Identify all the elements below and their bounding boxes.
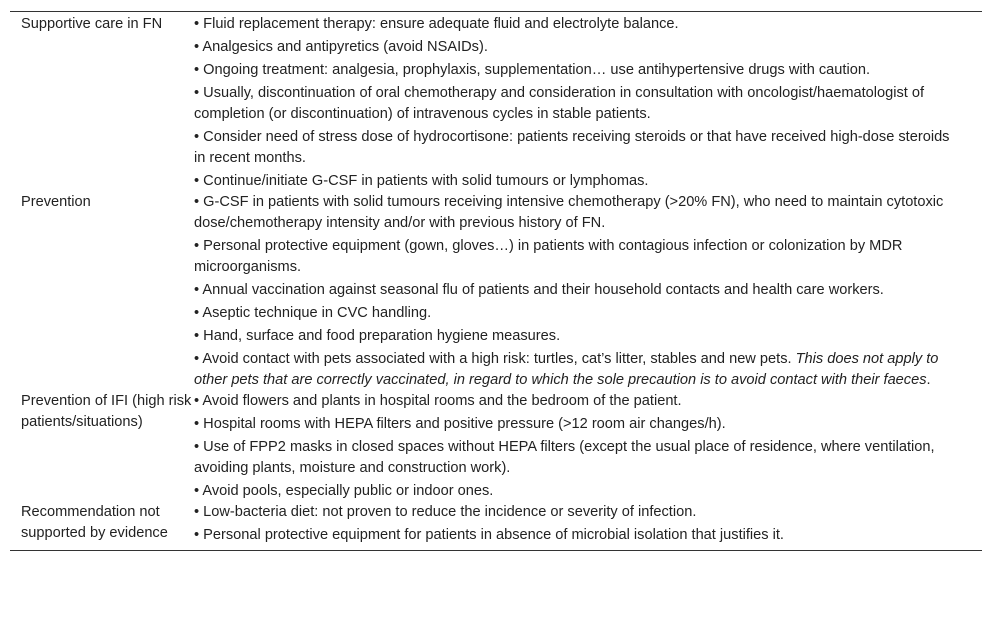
row-label: Prevention	[21, 194, 91, 210]
bullet-italic-text: This does not apply to other pets that are correctly vaccinated, in regard to which the sole precaution is to avoid contact with their faeces	[194, 351, 939, 388]
row-label: Supportive care in FN	[21, 16, 163, 32]
row-content	[194, 14, 982, 192]
bullet-item: • Annual vaccination against seasonal flu of patients and their household contacts and health care workers.	[194, 282, 884, 298]
row-content	[194, 192, 982, 391]
bullet-item: • Analgesics and antipyretics (avoid NSAIDs).	[194, 39, 488, 55]
recommendations-table	[10, 11, 982, 551]
bullet-item: • Fluid replacement therapy: ensure adequate fluid and electrolyte balance.	[194, 16, 679, 32]
bullet-item: • G-CSF in patients with solid tumours receiving intensive chemotherapy (>20% FN), who need to maintain cytotoxic dose/chemotherapy intensity and/or with previous history of FN.	[194, 194, 944, 231]
bullet-item: • Aseptic technique in CVC handling.	[194, 305, 432, 321]
table-row	[10, 192, 982, 391]
bullet-item: • Avoid pools, especially public or indoor ones.	[194, 483, 494, 499]
bullet-item: • Continue/initiate G-CSF in patients with solid tumours or lymphomas.	[194, 173, 649, 189]
table-row	[10, 14, 982, 192]
bullet-item: • Personal protective equipment for patients in absence of microbial isolation that justifies it.	[194, 527, 784, 543]
bullet-text: • Avoid contact with pets associated with a high risk: turtles, cat’s litter, stables and new pets.	[194, 351, 796, 367]
bullet-item: • Hospital rooms with HEPA filters and positive pressure (>12 room air changes/h).	[194, 416, 726, 432]
table-body	[10, 14, 982, 546]
table-row	[10, 391, 982, 502]
bullet-item: • Avoid flowers and plants in hospital rooms and the bedroom of the patient.	[194, 393, 682, 409]
bullet-tail-text: .	[926, 372, 931, 388]
bullet-item: • Use of FPP2 masks in closed spaces without HEPA filters (except the usual place of residence, where ventilation, avoiding plants, moisture and construction work).	[194, 439, 935, 476]
bullet-item: • Usually, discontinuation of oral chemotherapy and consideration in consultation with oncologist/haematologist of completion (or discontinuation) of intravenous cycles in stable patients.	[194, 85, 925, 122]
bullet-item: • Low-bacteria diet: not proven to reduce the incidence or severity of infection.	[194, 504, 697, 520]
row-label: Prevention of IFI (high risk patients/situations)	[21, 393, 192, 430]
row-label: Recommendation not supported by evidence	[21, 504, 168, 541]
bullet-item: • Hand, surface and food preparation hygiene measures.	[194, 328, 561, 344]
bullet-item	[194, 349, 962, 391]
bullet-item: • Personal protective equipment (gown, gloves…) in patients with contagious infection or colonization by MDR microorganisms.	[194, 238, 903, 275]
row-content	[194, 391, 982, 502]
table-row	[10, 502, 982, 546]
bullet-item: • Consider need of stress dose of hydrocortisone: patients receiving steroids or that have received high-dose steroids in recent months.	[194, 129, 950, 166]
row-content	[194, 502, 982, 546]
bullet-item: • Ongoing treatment: analgesia, prophylaxis, supplementation… use antihypertensive drugs with caution.	[194, 62, 871, 78]
